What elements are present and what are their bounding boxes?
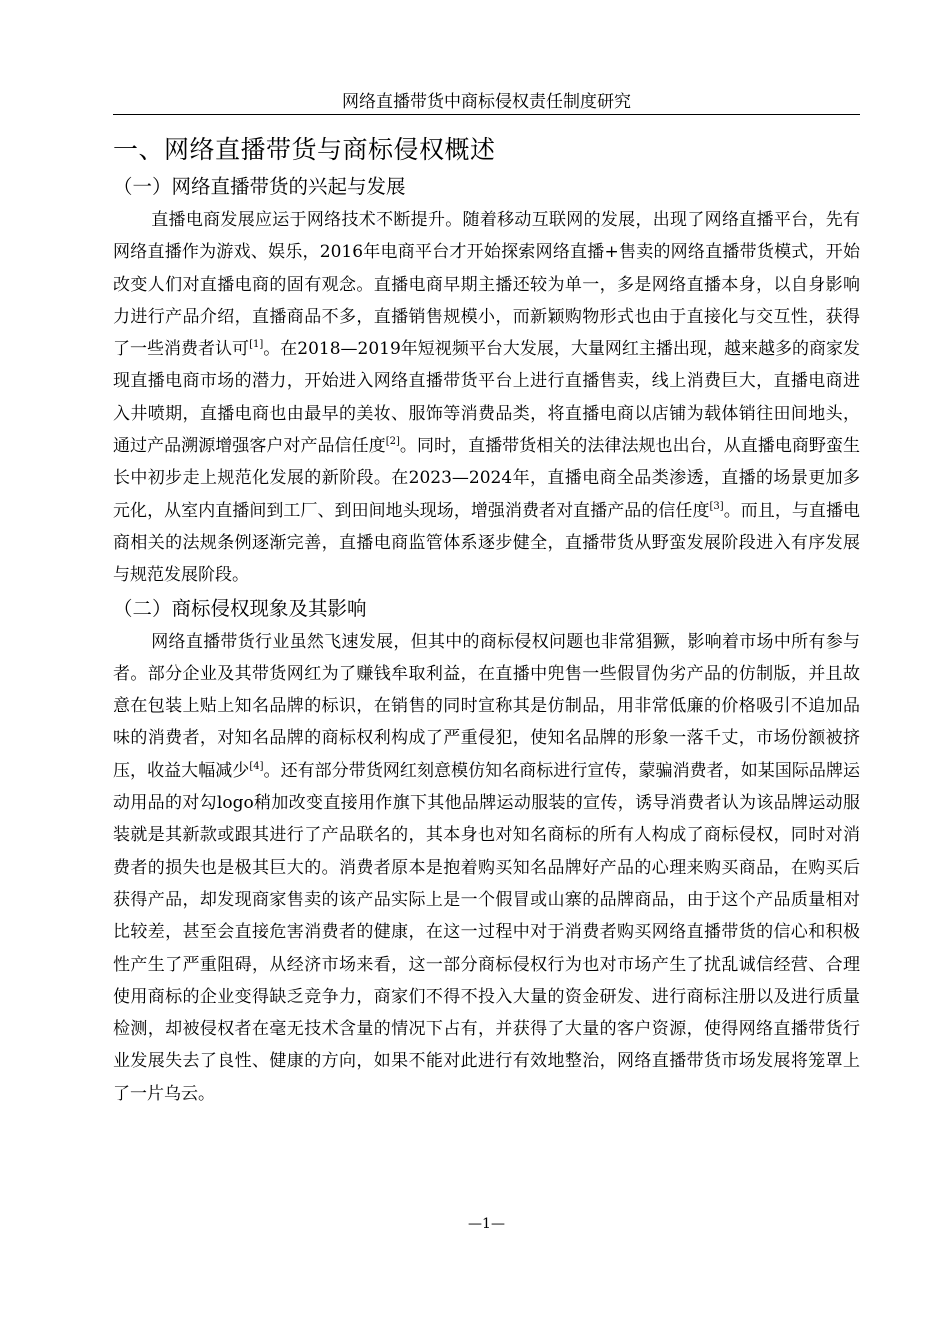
- section-heading: （二）商标侵权现象及其影响: [113, 596, 367, 620]
- paragraph-text: 。在2018—2019年短视频平台大发展，大量网红主播出现，越来越多的商家发现直播电商市场的潜力，开始进入网络直播带货平台上进行直播售卖，线上消费巨大，直播电商进入井喷期，直播电商也由最早的美妆、服饰等消费品类，将直播电商以店铺为载体销往田间地头，通过产品溯源增强客户对产品信任度: [113, 339, 860, 457]
- paragraph-text: 。还有部分带货网红刻意模仿知名商标进行宣传，蒙骗消费者，如某国际品牌运动用品的对勾logo稍加改变直接用作旗下其他品牌运动服装的宣传，诱导消费者认为该品牌运动服装就是其新款或跟其进行了产品联名的，其本身也对知名商标的所有人构成了商标侵权，同时对消费者的损失也是极其巨大的。消费者原本是抱着购买知名品牌好产品的心理来购买商品，在购买后获得产品，却发现商家售卖的该产品实际上是一个假冒或山寨的品牌商品，由于这个产品质量相对比较差，甚至会直接危害消费者的健康，在这一过程中对于消费者购买网络直播带货的信心和积极性产生了严重阻碍，从经济市场来看，这一部分商标侵权行为也对市场产生了扰乱诚信经营、合理使用商标的企业变得缺乏竞争力，商家们不得不投入大量的资金研发、进行商标注册以及进行质量检测，却被侵权者在毫无技术含量的情况下占有，并获得了大量的客户资源，使得网络直播带货行业发展失去了良性、健康的方向，如果不能对此进行有效地整治，网络直播带货市场发展将笼罩上了一片乌云。: [113, 760, 861, 1104]
- citation-ref: [4]: [249, 760, 264, 772]
- paragraph-text: 直播电商发展应运于网络技术不断提升。随着移动互联网的发展，出现了网络直播平台，先有网络直播作为游戏、娱乐，2016年电商平台才开始探索网络直播+售卖的网络直播带货模式，开始改变人们对直播电商的固有观念。直播电商早期主播还较为单一，多是网络直播本身，以自身影响力进行产品介绍，直播商品不多，直播销售规模小，而新颖购物形式也由于直接化与交互性，获得了一些消费者认可: [113, 210, 860, 360]
- paragraph-text: 。同时，直播带货相关的法律法规也出台，从直播电商野蛮生长中初步走上规范化发展的新阶段。在2023—2024年，直播电商全品类渗透，直播的场景更加多元化，从室内直播间到工厂、到田间地头现场，增强消费者对直播产品的信任度: [113, 436, 861, 521]
- citation-ref: [3]: [709, 500, 724, 512]
- citation-ref: [2]: [385, 436, 400, 448]
- paragraph-text: 。而且，与直播电商相关的法规条例逐渐完善，直播电商监管体系逐步健全，直播带货从野蛮发展阶段进入有序发展与规范发展阶段。: [113, 500, 861, 586]
- section-heading: （一）网络直播带货的兴起与发展: [113, 175, 406, 198]
- body-paragraph: [113, 204, 860, 592]
- citation-ref: [1]: [249, 339, 264, 351]
- running-header: 网络直播带货中商标侵权责任制度研究: [342, 92, 631, 112]
- chapter-title: 一、网络直播带货与商标侵权概述: [113, 135, 496, 164]
- header-divider: [113, 114, 860, 115]
- page-number: —1—: [468, 1216, 505, 1232]
- body-paragraph: [113, 626, 860, 1110]
- page-content: [113, 130, 860, 1110]
- paragraph-text: 网络直播带货行业虽然飞速发展，但其中的商标侵权问题也非常猖獗，影响着市场中所有参与者。部分企业及其带货网红为了赚钱牟取利益，在直播中兜售一些假冒伪劣产品的仿制版，并且故意在包装上贴上知名品牌的标识，在销售的同时宣称其是仿制品，用非常低廉的价格吸引不追加品味的消费者，对知名品牌的商标权利构成了严重侵犯，使知名品牌的形象一落千丈，市场份额被挤压，收益大幅减少: [113, 631, 860, 781]
